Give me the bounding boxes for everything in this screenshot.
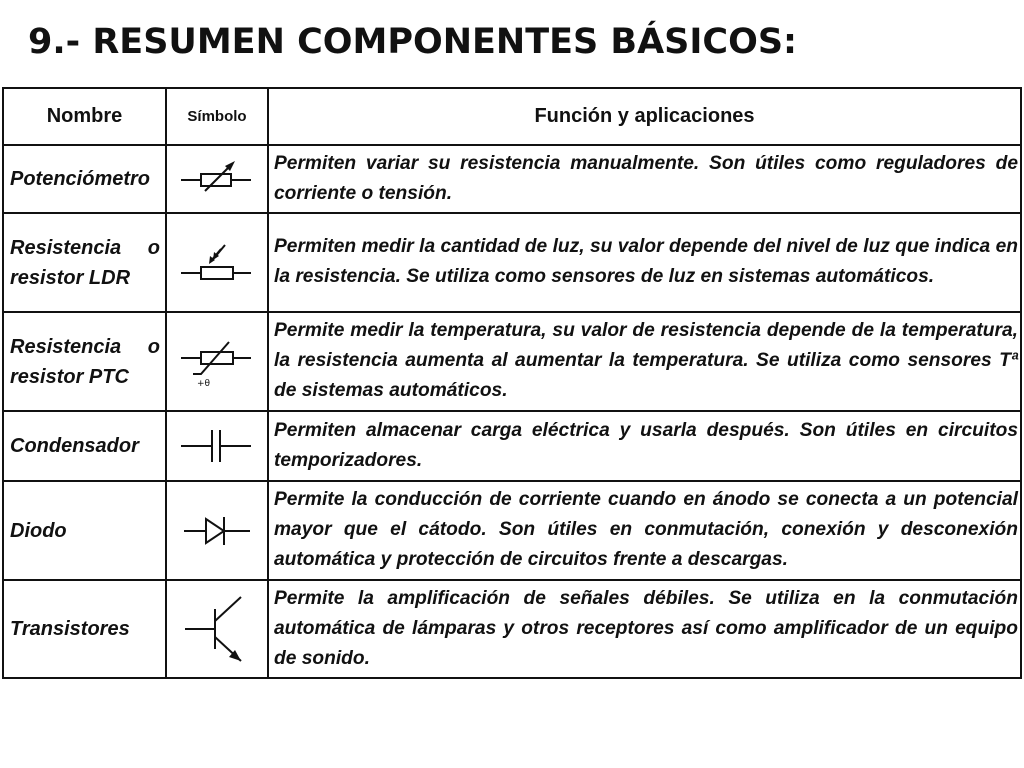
symbol-cell <box>166 213 268 312</box>
symbol-cell <box>166 580 268 678</box>
table-row <box>3 145 1021 213</box>
page-title: 9.- RESUMEN COMPONENTES BÁSICOS: <box>28 22 798 62</box>
components-table <box>2 87 1022 679</box>
component-description: Permite medir la temperatura, su valor de resistencia depende de la temperatura, la resistencia aumenta al aumentar la temperatura. Se utiliza como sensores Tª de sistemas automáticos. <box>268 312 1021 411</box>
table-row <box>3 580 1021 678</box>
symbol-cell <box>166 481 268 580</box>
header-row <box>3 88 1021 145</box>
component-name: Potenciómetro <box>3 145 166 213</box>
component-name: Resistencia o resistor LDR <box>3 213 166 312</box>
component-description: Permite la conducción de corriente cuando en ánodo se conecta a un potencial mayor que el cátodo. Son útiles en conmutación, conexión y desconexión automática y protección de circuitos frente a descargas. <box>268 481 1021 580</box>
table-row <box>3 481 1021 580</box>
transistor-symbol-icon <box>179 591 255 667</box>
component-description: Permiten medir la cantidad de luz, su valor depende del nivel de luz que indica en la resistencia. Se utiliza como sensores de luz en sistemas automáticos. <box>268 213 1021 312</box>
header-name: Nombre <box>3 88 166 145</box>
capacitor-symbol-icon <box>179 426 255 466</box>
component-description: Permiten variar su resistencia manualmente. Son útiles como reguladores de corriente o tensión. <box>268 145 1021 213</box>
symbol-cell <box>166 411 268 481</box>
component-description: Permiten almacenar carga eléctrica y usarla después. Son útiles en circuitos temporizadores. <box>268 411 1021 481</box>
potentiometer-symbol-icon <box>179 159 255 199</box>
symbol-cell <box>166 312 268 411</box>
header-function: Función y aplicaciones <box>268 88 1021 145</box>
header-symbol: Símbolo <box>166 88 268 145</box>
component-description: Permite la amplificación de señales débiles. Se utiliza en la conmutación automática de lámparas y otros receptores así como amplificador de un equipo de sonido. <box>268 580 1021 678</box>
component-name: Transistores <box>3 580 166 678</box>
table-row <box>3 213 1021 312</box>
ptc-label: +θ <box>197 378 211 388</box>
table-row <box>3 411 1021 481</box>
component-name: Diodo <box>3 481 166 580</box>
diode-symbol-icon <box>182 511 252 551</box>
symbol-cell <box>166 145 268 213</box>
component-name: Condensador <box>3 411 166 481</box>
component-name: Resistencia o resistor PTC <box>3 312 166 411</box>
ldr-symbol-icon <box>179 239 255 287</box>
ptc-symbol-icon <box>179 336 255 388</box>
table-row <box>3 312 1021 411</box>
